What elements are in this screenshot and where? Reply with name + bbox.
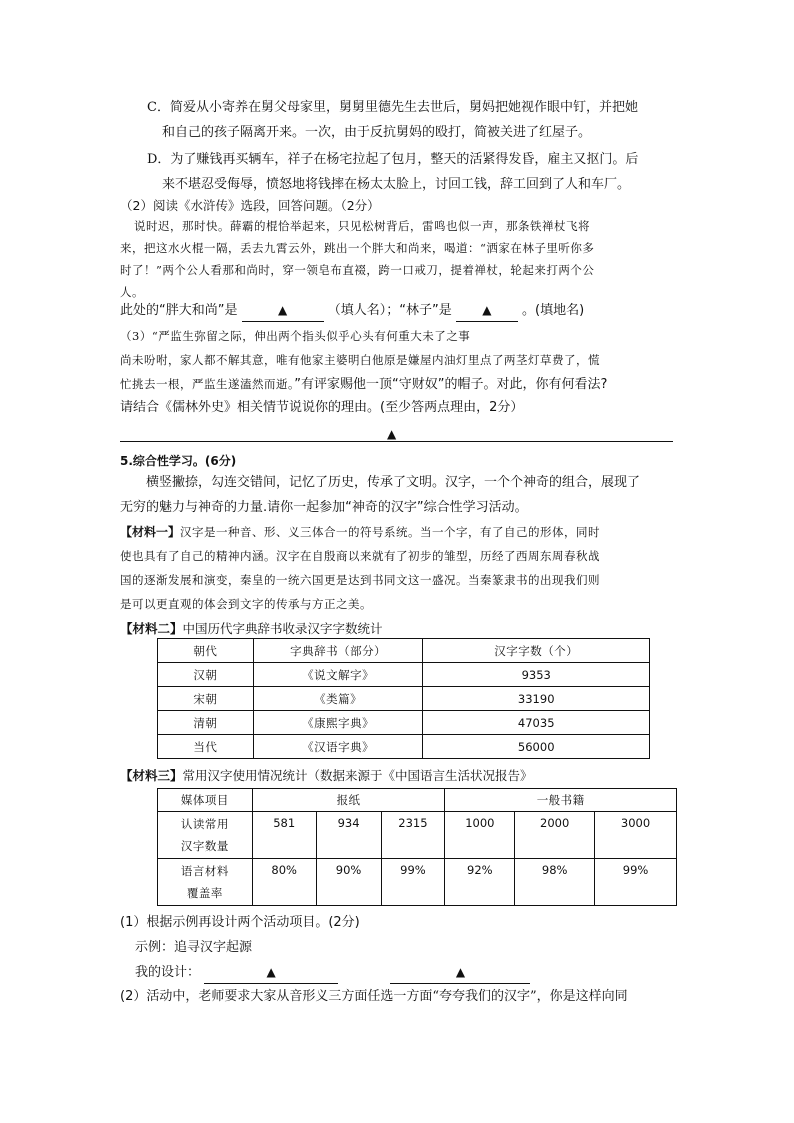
material1-text1: 汉字是一种音、形、义三体合一的符号系统。当一个字，有了自己的形体，同时 [180, 525, 601, 539]
table-cell: 33190 [423, 687, 650, 711]
row-label-line: 认读常用 [180, 817, 229, 831]
answer-triangle-icon: ▲ [455, 965, 466, 979]
table-cell: 934 [316, 812, 381, 859]
q3-quote-line1: （3）“严监生弥留之际，伸出两个指头似乎心头有何重大未了之事 [120, 329, 471, 343]
q3-line4: 请结合《儒林外史》相关情节说说你的理由。(至少答两点理由，2分） [120, 400, 524, 415]
material3-head: 【材料三】 [120, 768, 183, 783]
table-cell: 《说文解字》 [253, 663, 423, 687]
table-cell: 99% [381, 859, 445, 906]
table-header-cell: 一般书籍 [445, 789, 677, 812]
table-cell: 581 [252, 812, 316, 859]
table-header-cell: 媒体项目 [158, 789, 253, 812]
usage-table [157, 788, 677, 906]
sub2-text-c: ，你是这样向同 [536, 989, 628, 1004]
answer-triangle-icon: ▲ [482, 303, 492, 317]
table-header-row [158, 789, 677, 812]
person-name-blank[interactable] [242, 300, 324, 322]
q2-question-part1: 此处的“胖大和尚”是 [120, 303, 238, 318]
material1-line2: 使也具有了自己的精神内涵。汉字在自殷商以来就有了初步的雏型，历经了西周东周春秋战 [120, 549, 600, 563]
table-cell: 2000 [515, 812, 595, 859]
design-blank-2[interactable] [390, 962, 530, 984]
table-header-row [158, 639, 650, 663]
table-cell: 当代 [158, 735, 254, 759]
q2-excerpt-line2: 来，把这水火棍一隔，丢去九霄云外，跳出一个胖大和尚来，喝道：“洒家在林子里听你多 [120, 241, 595, 255]
option-c-line1: C．简爱从小寄养在舅父母家里，舅舅里德先生去世后，舅妈把她视作眼中钉，并把她 [147, 100, 638, 115]
option-c-line2: 和自己的孩子隔离开来。一次，由于反抗舅妈的殴打，简被关进了红屋子。 [162, 125, 592, 140]
material1-line3: 国的逐渐发展和演变，秦皇的一统六国更是达到书同文这一盛况。当秦篆隶书的出现我们则 [120, 573, 600, 587]
q2-excerpt-line1: 说时迟，那时快。薛霸的棍恰举起来，只见松树背后，雷鸣也似一声，那条铁禅杖飞将 [134, 219, 590, 233]
table-cell: 98% [515, 859, 595, 906]
table-row [158, 735, 650, 759]
answer-triangle-icon: ▲ [278, 303, 288, 317]
table-row [158, 663, 650, 687]
table-cell: 《康熙字典》 [253, 711, 423, 735]
table-header-cell: 字典辞书（部分） [253, 639, 423, 663]
sub2-text-a: (2）活动中，老师要求大家从音形义三方面任选一方面 [120, 989, 433, 1004]
q3-line3-quote: 忙挑去一根，严监生遂溘然而逝。 [120, 377, 295, 391]
sub2-text-b: “夸夸我们的汉字” [432, 989, 537, 1004]
table-header-cell: 汉字字数（个） [423, 639, 650, 663]
table-cell: 宋朝 [158, 687, 254, 711]
q2-question-part2: （填人名）；“林子”是 [327, 303, 452, 318]
material2-head: 【材料二】 [120, 621, 183, 636]
section5-intro-line2: 无穷的魅力与神奇的力量.请你一起参加“神奇的汉字”综合性学习活动。 [120, 500, 528, 515]
sub1-prompt: (1）根据示例再设计两个活动项目。(2分) [120, 915, 360, 930]
design-blank-1[interactable] [204, 962, 338, 984]
material2-caption: 中国历代字典辞书收录汉字字数统计 [182, 621, 383, 636]
table-cell: 汉朝 [158, 663, 254, 687]
sub1-my-design [135, 962, 530, 984]
answer-triangle-icon: ▲ [266, 965, 276, 979]
table-cell: 清朝 [158, 711, 254, 735]
table-cell: 80% [252, 859, 316, 906]
answer-line[interactable] [120, 441, 673, 442]
sub1-example: 示例：追寻汉字起源 [135, 940, 253, 955]
table-row-label [158, 812, 253, 859]
option-d-line1: D．为了赚钱再买辆车，祥子在杨宅拉起了包月，整天的活紧得发昏，雇主又抠门。后 [147, 152, 639, 167]
row-label-line: 汉字数量 [180, 839, 229, 853]
material1-head: 【材料一】 [120, 525, 181, 539]
table-header-cell: 报纸 [252, 789, 445, 812]
table-row [158, 687, 650, 711]
answer-triangle-icon: ▲ [387, 427, 397, 441]
table-cell: 2315 [381, 812, 445, 859]
table-cell: 1000 [445, 812, 515, 859]
q3-quote-line2: 尚未吩咐，家人都不解其意，唯有他家主婆明白他原是嫌屋内油灯里点了两茎灯草费了，慌 [120, 353, 600, 367]
material3-caption: 常用汉字使用情况统计（数据来源于《中国语言生活状况报告》 [182, 768, 533, 783]
section5-intro-line1: 横竖撇捺，勾连交错间，记忆了历史，传承了文明。汉字，一个个神奇的组合，展现了 [146, 475, 641, 490]
q2-excerpt-line3: 时了！”两个公人看那和尚时，穿一领皂布直裰，跨一口戒刀，提着禅杖，轮起来打两个公 [120, 263, 595, 277]
table-cell: 9353 [423, 663, 650, 687]
sub2-text [120, 987, 628, 1007]
table-cell: 92% [445, 859, 515, 906]
table-header-cell: 朝代 [158, 639, 254, 663]
table-cell: 3000 [595, 812, 677, 859]
q2-excerpt-line4: 人。 [120, 285, 144, 299]
q3-line3-rest: ”有评家赐他一顶“守财奴”的帽子。对此，你有何看法? [294, 377, 608, 392]
table-row-label [158, 859, 253, 906]
table-cell: 47035 [423, 711, 650, 735]
table-cell: 《汉语字典》 [253, 735, 423, 759]
q3-line3 [120, 374, 607, 395]
table-row [158, 859, 677, 906]
material1-line4: 是可以更直观的体会到文字的传承与方正之美。 [120, 597, 372, 611]
table-cell: 《类篇》 [253, 687, 423, 711]
table-cell: 90% [316, 859, 381, 906]
table-row [158, 711, 650, 735]
table-row [158, 812, 677, 859]
option-d-line2: 来不堪忍受侮辱，愤怒地将钱摔在杨太太脸上，讨回工钱，辞工回到了人和车厂。 [162, 177, 631, 192]
q2-prompt: （2）阅读《水浒传》选段，回答问题。（2分） [120, 198, 380, 213]
material3-caption-line [120, 766, 533, 786]
row-label-line: 语言材料 [180, 864, 229, 878]
row-label-line: 覆盖率 [186, 886, 223, 900]
material2-caption-line [120, 619, 383, 639]
dictionary-table [157, 638, 650, 759]
table-cell: 56000 [423, 735, 650, 759]
q2-question [120, 300, 584, 322]
q2-question-part3: 。(填地名) [522, 303, 585, 318]
my-design-label: 我的设计： [135, 965, 201, 980]
table-cell: 99% [595, 859, 677, 906]
place-name-blank[interactable] [456, 300, 518, 322]
material1-line1 [120, 522, 600, 543]
section5-title: 5.综合性学习。(6分) [120, 454, 237, 468]
